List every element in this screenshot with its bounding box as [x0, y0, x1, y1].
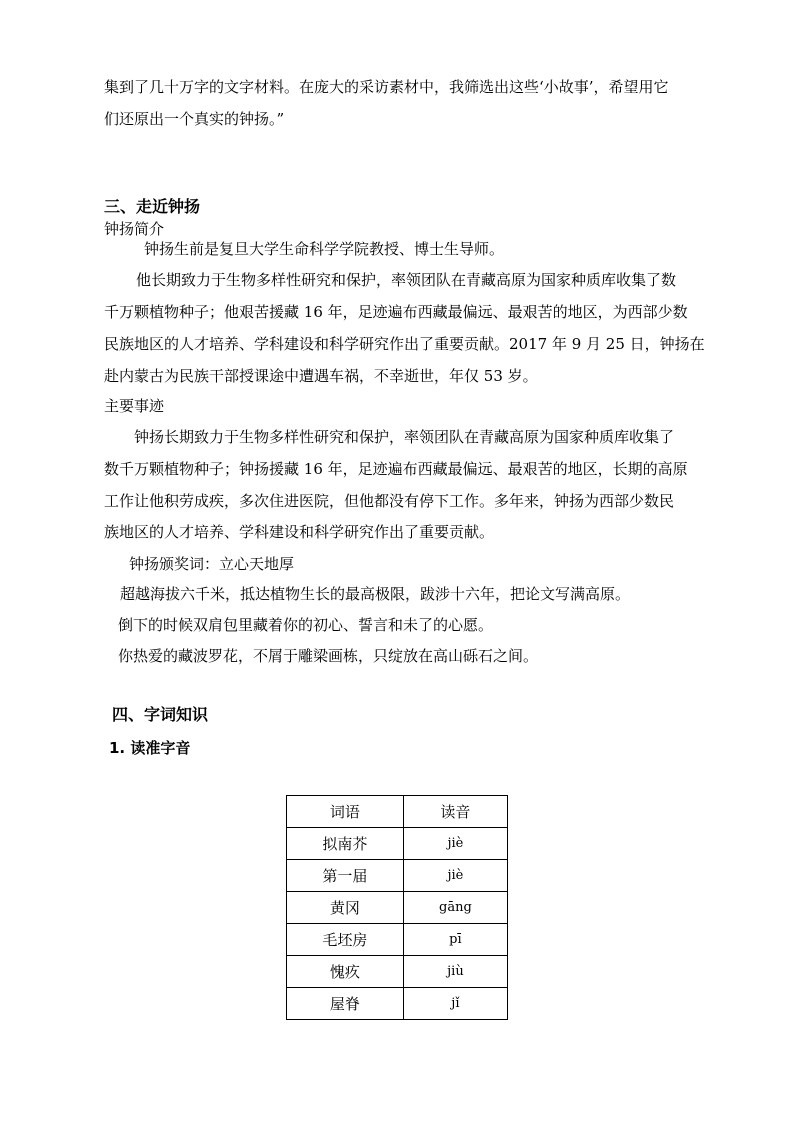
table-header-word: 词语	[287, 796, 404, 828]
table-row	[287, 988, 508, 1020]
deeds-line: 钟扬长期致力于生物多样性研究和保护，率领团队在青藏高原为国家种质库收集了	[134, 428, 675, 446]
bio-line: 钟扬生前是复旦大学生命科学学院教授、博士生导师。	[144, 240, 505, 258]
bio-line: 他长期致力于生物多样性研究和保护，率领团队在青藏高原为国家种质库收集了数	[136, 271, 677, 289]
table-cell-pinyin: jiù	[403, 956, 507, 988]
table-row	[287, 828, 508, 860]
section-4-subheading: 1. 读准字音	[109, 739, 191, 757]
bio-line: 千万颗植物种子；他艰苦援藏 16 年，足迹遍布西藏最偏远、最艰苦的地区，为西部少数	[104, 303, 688, 321]
table-cell-word: 第一届	[287, 860, 404, 892]
table-header-row	[287, 796, 508, 828]
deeds-line: 工作让他积劳成疾，多次住进医院，但他都没有停下工作。多年来，钟扬为西部少数民	[104, 492, 675, 510]
table-cell-pinyin: pī	[403, 924, 507, 956]
table-cell-pinyin: gāng	[403, 892, 507, 924]
intro-line: 集到了几十万字的文字材料。在庞大的采访素材中，我筛选出这些‘小故事’，希望用它	[104, 78, 669, 96]
pronunciation-table	[286, 795, 508, 1020]
deeds-line: 数千万颗植物种子；钟扬援藏 16 年，足迹遍布西藏最偏远、最艰苦的地区，长期的高原	[104, 460, 688, 478]
table-cell-word: 黄冈	[287, 892, 404, 924]
table-cell-word: 屋脊	[287, 988, 404, 1020]
intro-line: 们还原出一个真实的钟扬。”	[104, 110, 285, 128]
table-row	[287, 892, 508, 924]
table-row	[287, 924, 508, 956]
award-line: 倒下的时候双肩包里藏着你的初心、誓言和未了的心愿。	[118, 616, 494, 634]
award-line: 你热爱的藏波罗花，不屑于雕梁画栋，只绽放在高山砾石之间。	[118, 647, 539, 665]
table-cell-pinyin: jiè	[403, 860, 507, 892]
deeds-label: 主要事迹	[104, 397, 165, 415]
award-title: 钟扬颁奖词：立心天地厚	[129, 555, 295, 573]
table-cell-word: 愧疚	[287, 956, 404, 988]
table-cell-word: 拟南芥	[287, 828, 404, 860]
section-4-heading: 四、字词知识	[112, 705, 209, 724]
table-row	[287, 956, 508, 988]
table-header-pinyin: 读音	[403, 796, 507, 828]
table-cell-word: 毛坯房	[287, 924, 404, 956]
bio-label: 钟扬简介	[104, 220, 165, 238]
section-3-heading: 三、走近钟扬	[104, 197, 201, 216]
table-row	[287, 860, 508, 892]
table-cell-pinyin: jiè	[403, 828, 507, 860]
deeds-line: 族地区的人才培养、学科建设和科学研究作出了重要贡献。	[104, 523, 495, 541]
bio-line: 赴内蒙古为民族干部授课途中遭遇车祸，不幸逝世，年仅 53 岁。	[104, 367, 538, 385]
bio-line: 民族地区的人才培养、学科建设和科学研究作出了重要贡献。2017 年 9 月 25 日，钟扬在	[104, 335, 705, 353]
award-line: 超越海拔六千米，抵达植物生长的最高极限，跋涉十六年，把论文写满高原。	[120, 585, 631, 603]
table-cell-pinyin: jǐ	[403, 988, 507, 1020]
